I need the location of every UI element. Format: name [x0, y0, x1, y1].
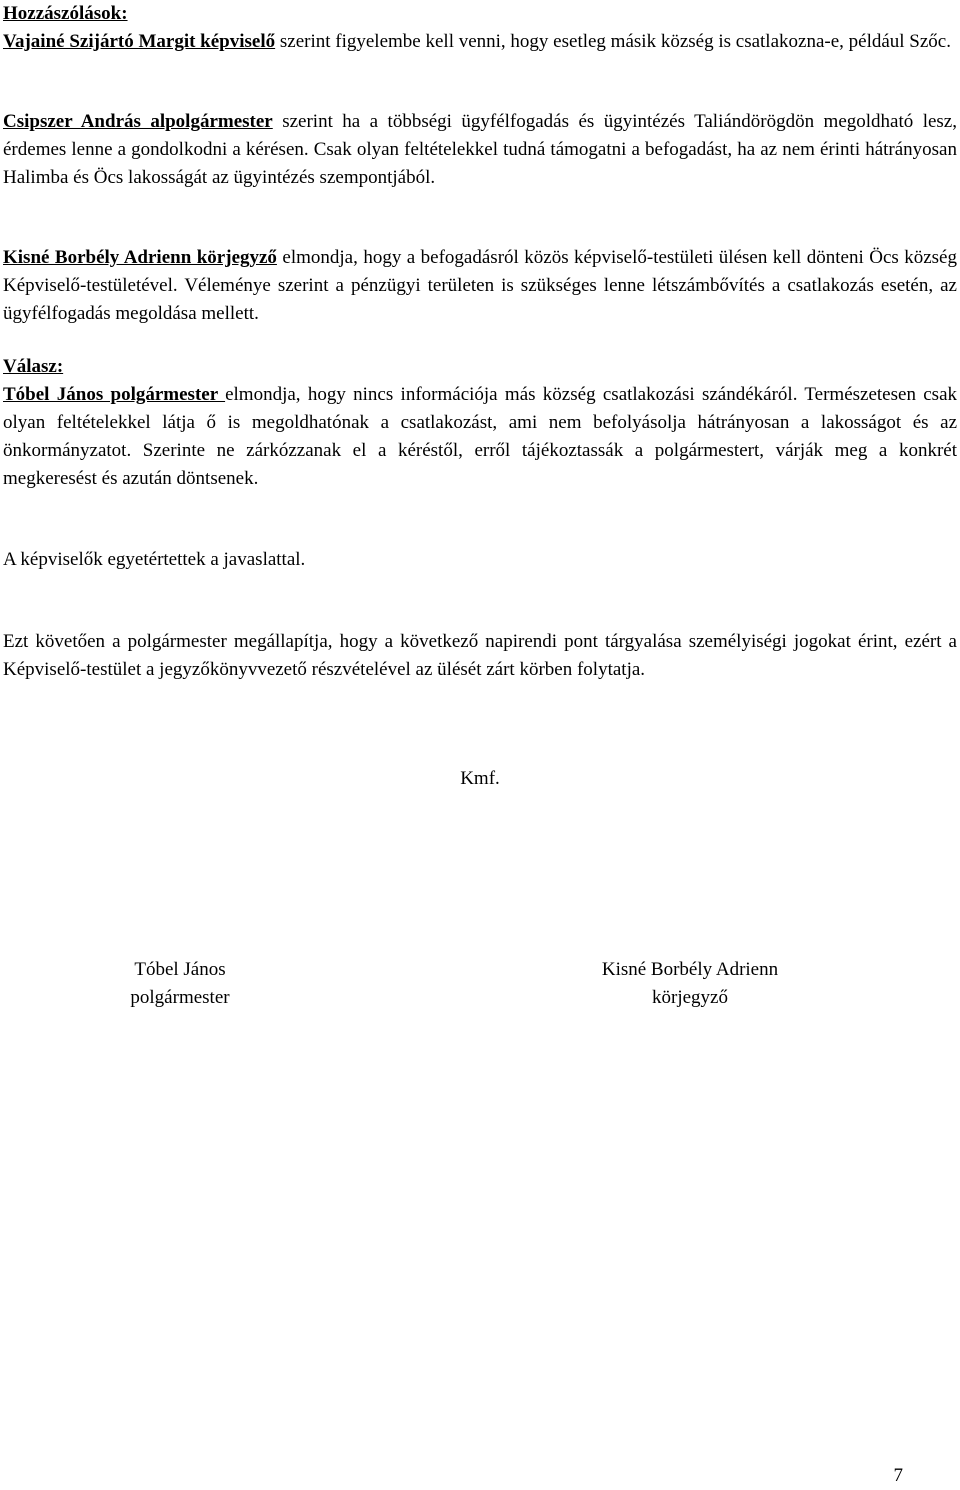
- closing-paragraph: Ezt követően a polgármester megállapítja, hogy a következő napirendi pont tárgyalása személyiségi jogokat érint, ezért a Képviselő-testület a jegyzőkönyvvezető részvételével az ülését zárt körben folytatja.: [3, 631, 957, 680]
- kmf-label: Kmf.: [460, 768, 500, 789]
- signature-name: Tóbel János: [134, 959, 226, 980]
- agreement-paragraph: A képviselők egyetértettek a javaslattal.: [3, 549, 306, 570]
- page-number: 7: [893, 1465, 903, 1486]
- speaker-name: Kisné Borbély Adrienn körjegyző: [3, 247, 277, 268]
- answer-text: elmondja, hogy nincs információja más község csatlakozási szándékáról. Természetesen csak olyan feltételekkel látja ő is megoldhatónak a csatlakozást, ami nem befolyásolja hátrányosan a lakosságot és az önkormányzatot. Szerinte ne zárkózzanak el a kéréstől, erről tájékoztassák a polgármestert, várják meg a konkrét megkeresést és azután döntsenek.: [3, 384, 957, 489]
- comment-paragraph-2: [3, 108, 957, 192]
- speaker-name: Vajainé Szijártó Margit képviselő: [3, 31, 276, 52]
- signature-title: körjegyző: [652, 987, 728, 1008]
- answer-section: [3, 353, 957, 493]
- speaker-name: Tóbel János polgármester: [3, 384, 226, 405]
- comment-text: szerint ha a többségi ügyfélfogadás és ügyintézés Taliándörögdön megoldható lesz, érdemes lenne a gondolkodni a kérésen. Csak olyan feltételekkel tudná támogatni a befogadást, ha az nem érinti hátrányosan Halimba és Öcs lakosságát az ügyintézés szempontjából.: [3, 111, 957, 188]
- answer-paragraph: [3, 381, 957, 493]
- signature-left: [100, 956, 260, 1012]
- answer-heading: Válasz:: [3, 356, 64, 377]
- signature-right: [570, 956, 810, 1012]
- speaker-name: Csipszer András alpolgármester: [3, 111, 273, 132]
- comment-paragraph-1: [3, 28, 957, 56]
- comments-section: [3, 0, 957, 56]
- comment-text: elmondja, hogy a befogadásról közös képviselő-testületi ülésen kell dönteni Öcs község Képviselő-testületével. Véleménye szerint a pénzügyi területen is szükséges lenne létszámbővítés a csatlakozás esetén, az ügyfélfogadás megoldása mellett.: [3, 247, 957, 324]
- comments-heading: Hozzászólások:: [3, 3, 128, 24]
- comment-text: szerint figyelembe kell venni, hogy esetleg másik község is csatlakozna-e, például Szőc.: [275, 31, 951, 52]
- signature-title: polgármester: [130, 987, 230, 1008]
- comment-paragraph-3: [3, 244, 957, 328]
- signature-name: Kisné Borbély Adrienn: [601, 959, 779, 980]
